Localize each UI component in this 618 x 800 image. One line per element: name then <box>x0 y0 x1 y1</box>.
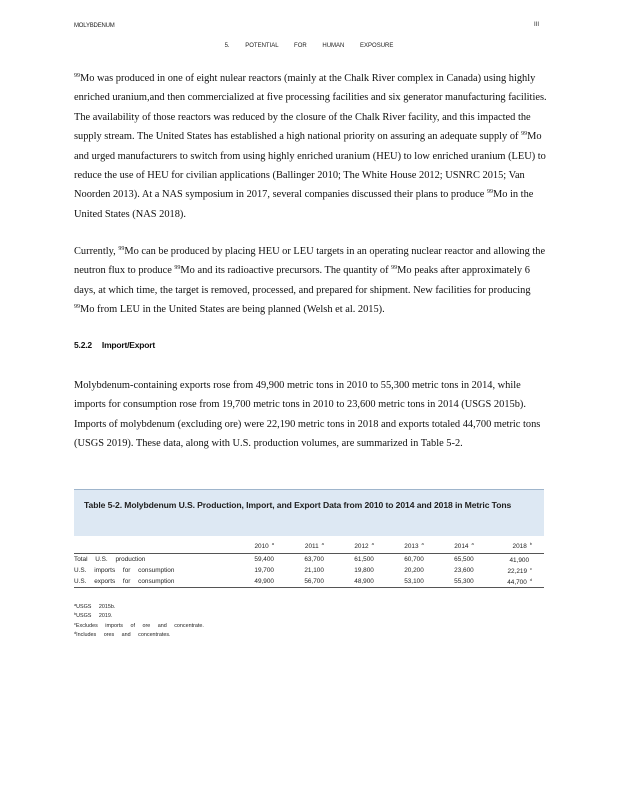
data-table <box>74 538 544 588</box>
table-cell: 60,700 <box>404 556 424 563</box>
table-cell: 55,300 <box>436 576 486 588</box>
table-cell: 20,200 <box>404 567 424 574</box>
table-cell: 48,900 <box>336 576 386 588</box>
paragraph-mo99-current: Currently, $^{99}$Mo can be produced by placing HEU or LEU targets in an operating nuclear reactor and allowing the neutron flux to produce $^{99}$Mo and its radioactive precursors. The quantity of $^{99}$Mo peaks after approximately 6 days, at which time, the target is removed, processed, and prepared for shipment. New facilities for producing $^{99}$Mo from LEU in the United States are being planned (Welsh et al. 2015). <box>74 246 546 316</box>
table-cell: 19,700 <box>254 567 274 574</box>
table-header-blank <box>74 538 236 554</box>
table-row <box>74 565 544 576</box>
footnote: $^b$USGS 2019. <box>74 612 113 620</box>
table-cell: 41,900 <box>509 557 529 564</box>
table-cell: 23,600 <box>454 567 474 574</box>
table-cell: 53,100 <box>386 576 436 588</box>
table-row <box>74 576 544 588</box>
chapter-header: 5. POTENTIAL FOR HUMAN EXPOSURE <box>224 43 394 49</box>
table-header-cell: 2018 $^b$ <box>486 538 544 554</box>
paragraph-import-export: Molybdenum-containing exports rose from 49,900 metric tons in 2010 to 55,300 metric tons in 2014, while imports for consumption rose from 19,700 metric tons in 2010 to 23,600 metric tons in 2014 (USGS 2015b). Imports of molybdenum (excluding ore) were 22,190 metric tons in 2018 and exports totaled 44,700 metric tons (USGS 2019). These data, along with U.S. production volumes, are summarized in Table 5-2. <box>74 380 541 450</box>
table-cell: 56,700 <box>286 576 336 588</box>
table-header-cell: 2013 $^a$ <box>386 538 436 554</box>
footnote: $^a$USGS 2015b. <box>74 603 116 610</box>
table-footnotes <box>74 602 204 640</box>
table-header-cell: 2014 $^a$ <box>436 538 486 554</box>
table-header-cell: 2010 $^a$ <box>236 538 286 554</box>
table-cell: 59,400 <box>254 556 274 563</box>
table-row <box>74 554 544 566</box>
table-caption-text: Table 5-2. Molybdenum U.S. Production, Import, and Export Data from 2010 to 2014 and 2018 in Metric Tons <box>84 500 512 510</box>
table-cell: 21,100 <box>304 567 324 574</box>
row-label: Total U.S. production <box>74 556 146 563</box>
table-header-cell: 2012 $^a$ <box>336 538 386 554</box>
table-cell: 49,900 <box>236 576 286 588</box>
table-cell: 61,500 <box>354 556 374 563</box>
row-label: U.S. imports for consumption <box>74 567 175 574</box>
table-cell: 19,800 <box>354 567 374 574</box>
paragraph-mo99-production: $^{99}$Mo was produced in one of eight nulear reactors (mainly at the Chalk River complex in Canada) using highly enriched uranium,and then commercialized at five processing facilities and six generator manufacturing facilities. The availability of those reactors was reduced by the closure of the Chalk River facility, and this impacted the supply stream. The United States has established a high national priority on assuring an adequate supply of $^{99}$Mo and urged manufacturers to switch from using highly enriched uranium (HEU) to low enriched uranium (LEU) to reduce the use of HEU for civilian applications (Ballinger 2010; The White House 2012; USNRC 2015; Van Noorden 2013). At a NAS symposium in 2017, several companies discussed their plans to produce $^{99}$Mo in the United States (NAS 2018). <box>74 73 547 220</box>
table-header-cell: 2011 $^a$ <box>286 538 336 554</box>
table-cell: 44,700 $^d$ <box>486 576 544 588</box>
table-header-row <box>74 538 544 554</box>
table-caption <box>74 489 544 536</box>
table-cell: 22,219 $^c$ <box>507 566 532 575</box>
section-heading <box>74 340 165 350</box>
running-header-title: MOLYBDENUM <box>74 23 115 29</box>
footnote: $^d$Includes ores and concentrates. <box>74 631 171 639</box>
section-number: 5.2.2 <box>74 340 92 350</box>
table-cell: 65,500 <box>454 556 474 563</box>
table-cell: 63,700 <box>304 556 324 563</box>
page-number: III <box>534 22 540 28</box>
section-title-text: Import/Export <box>101 340 156 350</box>
row-label: U.S. exports for consumption <box>74 576 236 588</box>
footnote: $^c$Excludes imports of ore and concentrate. <box>74 621 204 629</box>
